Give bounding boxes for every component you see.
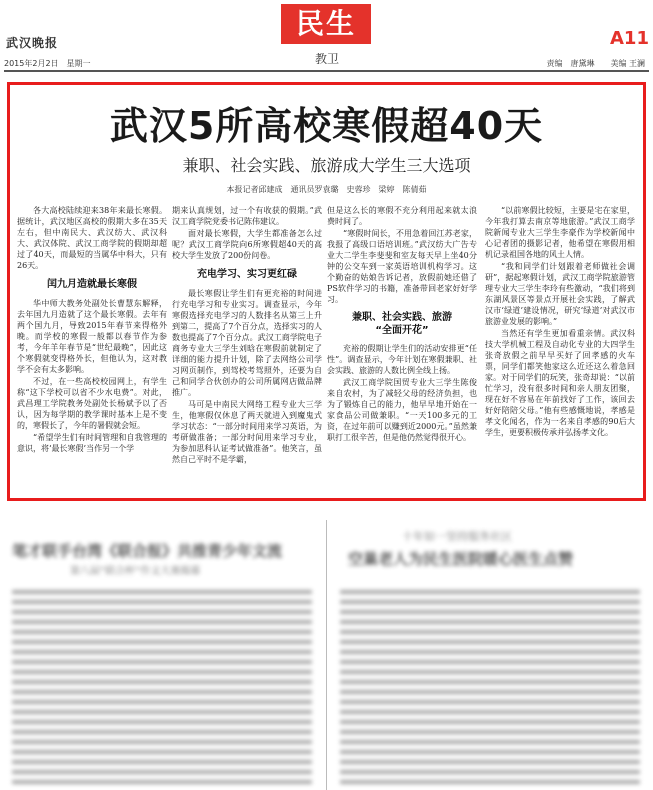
paragraph: “我和同学们计划跟着老师做社会调研”，据起寒假计划，武汉工商学院旅游管理专业大三学生李玲有些激动，“我们将到东湖风景区等景点开展社会实践，了解武汉市‘绿道’建设情况，研究‘绿道’对武汉市旅游业发展的影响。” <box>485 262 635 326</box>
section-label: 民生 <box>281 4 371 44</box>
section-heading: 充电学习、实习更红碌 <box>197 269 297 280</box>
subheadline: 兼职、社会实践、旅游成大学生三大选项 <box>182 156 471 175</box>
heading-line-1: 兼职、社会实践、旅游 <box>352 312 452 323</box>
paragraph: 不过，在一些高校校园网上，有学生称“这下学校可以省不少水电费”。对此，武昌理工学院教务处副处长杨斌予以了否认，因为每学期的教学课时基本上是不变的，寒假长了，今年的暑假就会短。 <box>17 377 167 430</box>
article-column-1 <box>17 205 167 455</box>
paragraph: 各大高校陆续迎来38年来最长寒假。据统计，武汉地区高校的假期大多在35天左右，但中南民大、武汉纺大、武汉科大、武汉体院、武汉工商学院的假期却超过了40天，而最短的当属华中科大，只有26天。 <box>17 206 167 270</box>
page-number: A11 <box>610 28 649 49</box>
paragraph: 最长寒假让学生们有更充裕的时间进行充电学习和专业实习。调查显示，今年寒假选择充电学习的人数排名从第三上升到第二，提高了7个百分点，选择实习的人数也提高了7个百分点。武汉工商学院电子商务专业大三学生刘晗在寒假前就制定了详细的能力提升计划，除了去网络公司学习网页制作，到驾校考驾照外，还要为自己和同学合伙创办的公司所属网店做品牌推广。 <box>172 289 322 397</box>
newspaper-brand: 武汉晚报 <box>6 36 59 50</box>
article-column-4 <box>485 205 635 439</box>
article-column-2 <box>172 205 322 466</box>
masthead <box>0 0 653 70</box>
headline: 武汉5所高校寒假超40天 <box>109 104 544 148</box>
paragraph: 马可是中南民大网络工程专业大三学生，他寒假仅休息了两天就进入到魔鬼式学习状态：“一部分时间用来学习英语，为考研做准备；一部分时间用来学习专业，为参加思科认证考试做准备”。他笑言，虽然自己平时不是学霸， <box>172 400 322 464</box>
section-heading <box>327 311 477 337</box>
paragraph: 充裕的假期让学生们的活动安排更“任性”。调查显示，今年计划在寒假兼职、社会实践、旅游的人数比例全线上扬。 <box>327 344 477 375</box>
blurred-right-kicker: 十年如一坚持服务社区 <box>402 530 512 543</box>
byline: 本报记者邱建成 通讯员罗袁璐 史蓉珍 梁婷 陈倩茹 <box>226 185 427 194</box>
paragraph: “以前寒假比较短，主要是宅在家里，今年我打算去南京等地旅游。”武汉工商学院新闻专业大三学生李豪作为学校新闻中心记者团的摄影记者，他希望在寒假用相机记录祖国各地的风土人情。 <box>485 206 635 259</box>
paragraph: 但是这么长的寒假不充分利用起来就太浪费时间了。 <box>327 206 477 226</box>
paragraph: 面对最长寒假，大学生都准备怎么过呢？武汉工商学院向6所寒假超40天的高校大学生发放了200份问卷。 <box>172 229 322 260</box>
column-divider <box>326 520 327 790</box>
paragraph: 武汉工商学院国贸专业大三学生陈俊来自农村，为了减轻父母的经济负担，也为了锻炼自己的能力，他早早地开始在一家食品公司做兼职。“一天100多元的工资，在过年前可以赚到近2000元。”虽然兼职打工很辛苦，但是他仍然觉得很开心。 <box>327 378 477 442</box>
paragraph: “寒假时间长，不用急着回江苏老家，我报了高级口语培训班。”武汉纺大广告专业大二学生李斐斐和室友每天早上坐40分钟的公交车到一家英语培训机构学习。这个勤奋的姑娘告诉记者，放假前她还借了PS软件学习的书籍，准备带回老家好好学习。 <box>327 229 477 304</box>
heading-line-2: “全面开花” <box>375 325 429 336</box>
section-heading: 闰九月造就最长寒假 <box>47 279 137 290</box>
subsection-label: 教卫 <box>314 52 339 66</box>
blurred-left-title: 笔才联手台湾《联合报》共推青少年文流 <box>12 542 283 560</box>
blurred-right-title: 空巢老人为民生医院暖心医生点赞 <box>348 550 574 568</box>
editors-credit: 责编 唐黛琳 美编 王澜 <box>546 59 645 68</box>
paragraph: 期来认真规划，过一个有收获的假期。”武汉工商学院党委书记陈伟建议。 <box>172 206 322 226</box>
masthead-rule <box>4 70 649 72</box>
blurred-left-subtitle: 第八届“联合杯”作文大赛揭幕 <box>70 566 201 577</box>
paragraph: “希望学生们有时间管理和自我管理的意识，将‘最长寒假’当作另一个学 <box>17 433 167 453</box>
paragraph: 当然还有学生更加看重亲情。武汉科技大学机械工程及自动化专业的大四学生张奇放假之前早早买好了回孝感的火车票，同学们都笑他家这么近还这么着急回家。对于同学们的玩笑，张奇却说：“以前忙学习，没有很多时间和亲人朋友团聚，现在好不容易在年前找好了工作，该回去好好陪陪父母。”他有些感慨地说，孝感是孝文化闻名，作为一名来自孝感的90后大学生，更要积极传承并弘扬孝文化。 <box>485 329 635 437</box>
paragraph: 华中师大教务处副处长曹慧东解释，去年国九月造就了这个最长寒假。去年有两个国九月，导致2015年春节来得格外晚。而学校的寒假一般都以春节作为参考，今年羊年春节是“世纪最晚”，因此这个寒假就变得格外长，但他认为，这对教学不会有太多影响。 <box>17 299 167 374</box>
article-column-3 <box>327 205 477 444</box>
dateline: 2015年2月2日 星期一 <box>4 59 91 68</box>
